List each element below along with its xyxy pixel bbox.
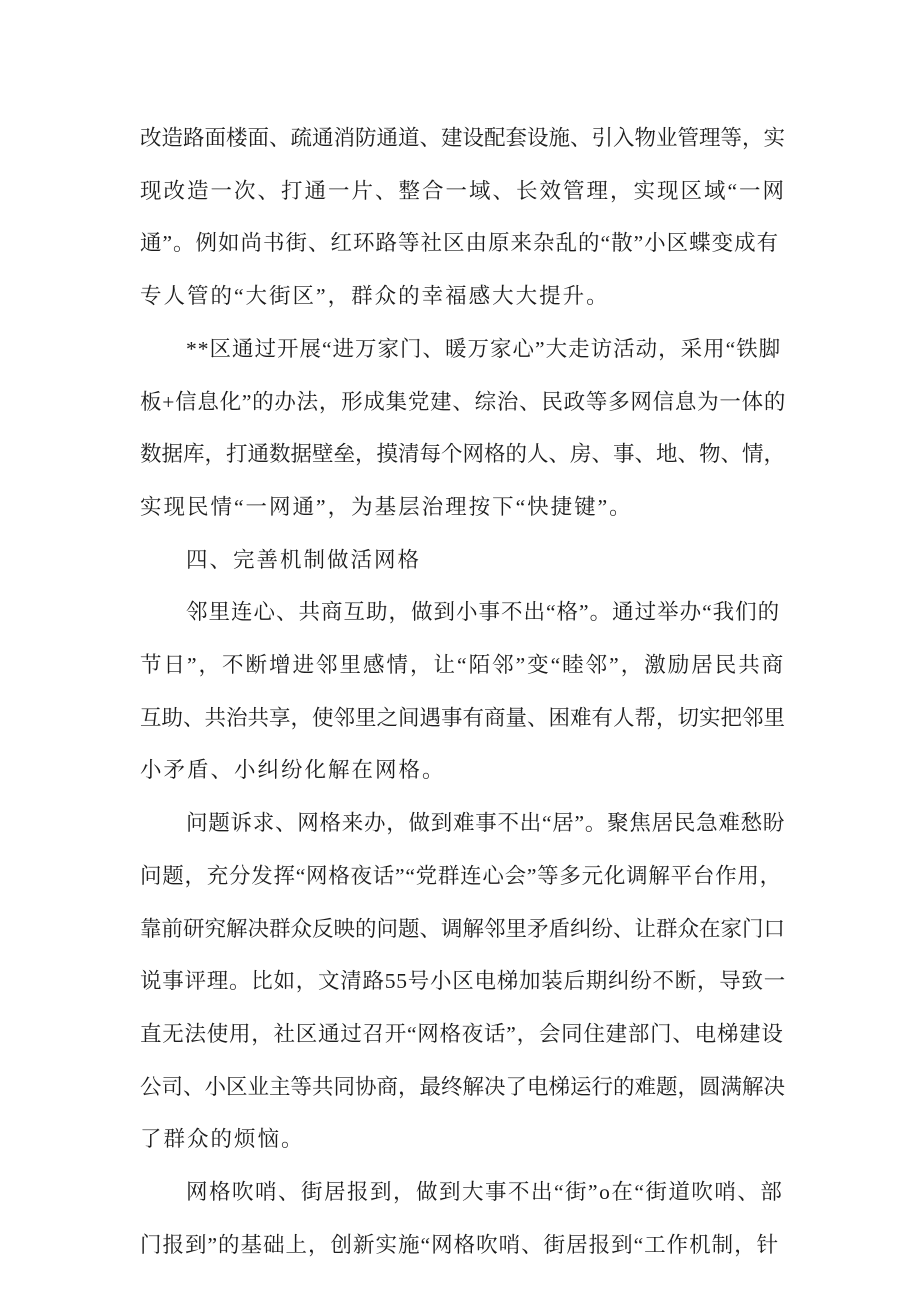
- text-line: 板+信息化”的办法，形成集党建、综治、民政等多网信息为一体的: [140, 389, 787, 414]
- paragraph: [140, 586, 785, 797]
- text-line: **区通过开展“进万家门、暖万家心”大走访活动，采用“铁脚: [186, 336, 782, 361]
- text-line: 门报到”的基础上，创新实施“网格吹哨、街居报到“工作机制，针: [140, 1232, 780, 1257]
- text-line: 专人管的“大街区”，群众的幸福感大大提升。: [140, 284, 610, 309]
- section-heading: [140, 534, 785, 587]
- text-line: 靠前研究解决群众反映的问题、调解邻里矛盾纠纷、让群众在家门口: [140, 916, 786, 941]
- text-line: 说事评理。比如，文清路55号小区电梯加装后期纠纷不断，导致一: [140, 969, 787, 994]
- text-line: 现改造一次、打通一片、整合一域、长效管理，实现区域“一网: [140, 178, 787, 203]
- text-line: 邻里连心、共商互助，做到小事不出“格”。通过举办“我们的: [186, 600, 781, 625]
- text-line: 公司、小区业主等共同协商，最终解决了电梯运行的难题，圆满解决: [140, 1074, 786, 1099]
- text-line: 互助、共治共享，使邻里之间遇事有商量、困难有人帮，切实把邻里: [140, 705, 786, 730]
- text-line: 改造路面楼面、疏通消防通道、建设配套设施、引入物业管理等，实: [140, 126, 786, 150]
- paragraph: [140, 1166, 785, 1271]
- document-body: [140, 112, 785, 1271]
- paragraph: [140, 797, 785, 1166]
- text-line: 了群众的烦恼。: [140, 1127, 305, 1152]
- text-line: 通”。例如尚书街、红环路等社区由原来杂乱的“散”小区蝶变成有: [140, 231, 780, 256]
- text-line: 网格吹哨、街居报到，做到大事不出“街”o在“街道吹哨、部: [186, 1180, 784, 1205]
- text-line: 节日”，不断增进邻里感情，让“陌邻”变“睦邻”，激励居民共商: [140, 653, 786, 678]
- text-line: 数据库，打通数据壁垒，摸清每个网格的人、房、事、地、物、情，: [140, 442, 786, 467]
- heading-line: 四、完善机制做活网格: [186, 547, 422, 572]
- text-line: 直无法使用，社区通过召开“网格夜话”，会同住建部门、电梯建设: [140, 1021, 784, 1046]
- text-line: 实现民情“一网通”，为基层治理按下“快捷键”。: [140, 494, 633, 519]
- paragraph: [140, 323, 785, 534]
- text-line: 问题，充分发挥“网格夜话”“党群连心会”等多元化调解平台作用，: [140, 863, 782, 888]
- paragraph: [140, 112, 785, 323]
- text-line: 小矛盾、小纠纷化解在网格。: [140, 758, 446, 783]
- text-line: 问题诉求、网格来办，做到难事不出“居”。聚焦居民急难愁盼: [186, 811, 786, 836]
